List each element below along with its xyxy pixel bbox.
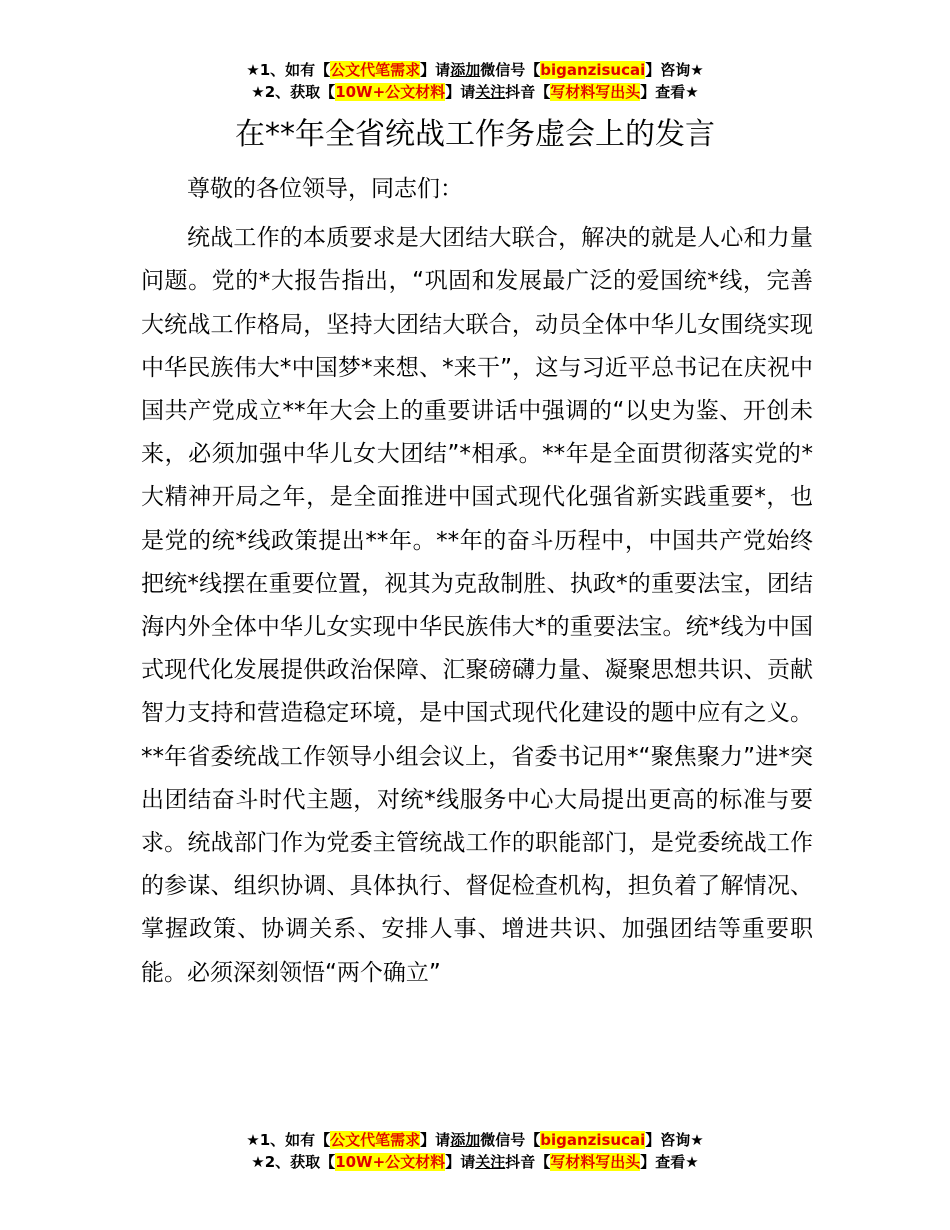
promo-line-2	[0, 1151, 950, 1173]
promo-text: 微信号【	[480, 1131, 541, 1149]
promo-text: 】查看★	[640, 83, 699, 101]
promo-highlight: biganzisucai	[540, 61, 646, 79]
body-paragraph: 统战工作的本质要求是大团结大联合，解决的就是人心和力量问题。党的*大报告指出，“巩固和发展最广泛的爱国统*线，完善大统战工作格局，坚持大团结大联合，动员全体中华儿女围绕实现中华民族伟大*中国梦*来想、*来干”，这与习近平总书记在庆祝中国共产党成立**年大会上的重要讲话中强调的“以史为鉴、开创未来，必须加强中华儿女大团结”*相承。**年是全面贯彻落实党的*大精神开局之年，是全面推进中国式现代化强省新实践重要*，也是党的统*线政策提出**年。**年的奋斗历程中，中国共产党始终把统*线摆在重要位置，视其为克敌制胜、执政*的重要法宝，团结海内外全体中华儿女实现中华民族伟大*的重要法宝。统*线为中国式现代化发展提供政治保障、汇聚磅礴力量、凝聚思想共识、贡献智力支持和营造稳定环境，是中国式现代化建设的题中应有之义。**年省委统战工作领导小组会议上，省委书记用*“聚焦聚力”进*突出团结奋斗时代主题，对统*线服务中心大局提出更高的标准与要求。统战部门作为党委主管统战工作的职能部门，是党委统战工作的参谋、组织协调、具体执行、督促检查机构，担负着了解情况、掌握政策、协调关系、安排人事、增进共识、加强团结等重要职能。必须深刻领悟“两个确立”	[141, 225, 813, 986]
promo-emphasis: 关注	[475, 83, 506, 101]
promo-text: 】请	[420, 61, 451, 79]
promo-line-1	[0, 59, 950, 81]
promo-emphasis: 添加	[450, 1131, 481, 1149]
promo-line-2	[0, 81, 950, 103]
promo-emphasis: 关注	[475, 1153, 506, 1171]
promo-text: 】查看★	[640, 1153, 699, 1171]
promo-highlight: 公文代笔需求	[330, 1131, 421, 1149]
promo-highlight: biganzisucai	[540, 1131, 646, 1149]
promo-text: 微信号【	[480, 61, 541, 79]
promo-text: 抖音【	[505, 1153, 551, 1171]
document-body	[141, 168, 813, 995]
promo-line-1	[0, 1129, 950, 1151]
promo-header	[0, 59, 950, 103]
promo-text: ★2、获取【	[251, 83, 336, 101]
promo-text: 】请	[445, 1153, 476, 1171]
promo-highlight: 公文代笔需求	[330, 61, 421, 79]
promo-text: ★2、获取【	[251, 1153, 336, 1171]
promo-text: 】请	[445, 83, 476, 101]
promo-text: 】咨询★	[645, 61, 704, 79]
promo-text: ★1、如有【	[246, 61, 331, 79]
promo-highlight: 10W+公文材料	[335, 1153, 446, 1171]
salutation: 尊敬的各位领导，同志们：	[187, 176, 463, 202]
promo-footer	[0, 1129, 950, 1173]
promo-text: 抖音【	[505, 83, 551, 101]
promo-text: ★1、如有【	[246, 1131, 331, 1149]
promo-emphasis: 添加	[450, 61, 481, 79]
promo-highlight: 写材料写出头	[550, 1153, 641, 1171]
promo-text: 】咨询★	[645, 1131, 704, 1149]
promo-text: 】请	[420, 1131, 451, 1149]
promo-highlight: 10W+公文材料	[335, 83, 446, 101]
promo-highlight: 写材料写出头	[550, 83, 641, 101]
page-title: 在**年全省统战工作务虚会上的发言	[235, 117, 715, 152]
